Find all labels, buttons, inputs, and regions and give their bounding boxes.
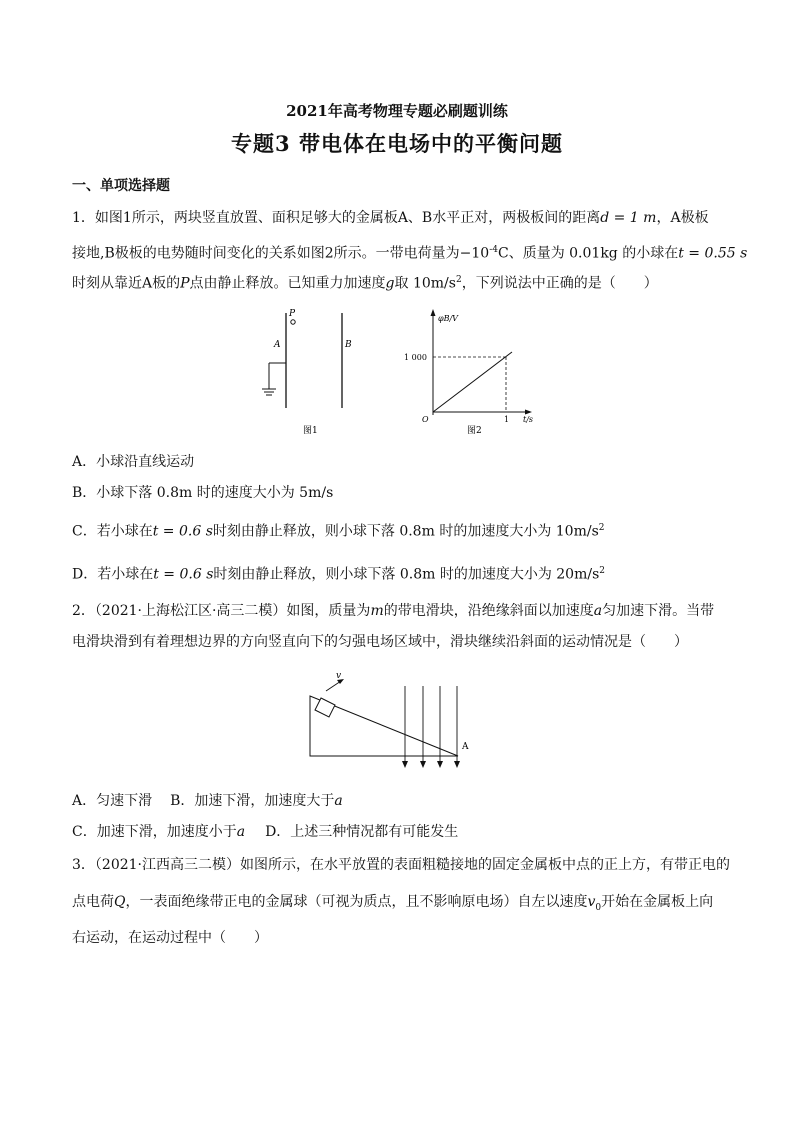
q1-option-a: A．小球沿直线运动 — [72, 454, 195, 470]
q1-line-1: 1．如图1所示，两块竖直放置、面积足够大的金属板A、B水平正对，两极板间的距离d = 1 m，A极板 — [72, 210, 709, 226]
slider-block — [315, 698, 335, 717]
label-p: P — [289, 309, 296, 319]
label-v: v — [336, 671, 342, 681]
time-formula: t = 0.55 s — [678, 245, 748, 262]
q2-option-a: A．匀速下滑 — [72, 793, 153, 809]
q1-option-b: B．小球下落 0.8m 时的速度大小为 5m/s — [72, 485, 334, 501]
figure-incline — [300, 668, 490, 776]
q2-line-1: 2．（2021·上海松江区·高三二模）如图，质量为m的带电滑块，沿绝缘斜面以加速度a匀加速下滑。当带 — [72, 603, 715, 619]
q1-line-2: 接地,B极板的电势随时间变化的关系如图2所示。一带电荷量为$-10^{-4}C$、质量为 0.01kg 的小球在t = 0.55 s — [72, 245, 748, 262]
q3-line-3: 右运动，在运动过程中（ ） — [72, 930, 268, 946]
y-tick-label: 1 000 — [404, 353, 427, 362]
figure-1-caption: 图1 — [303, 426, 318, 436]
q1-option-d: D．若小球在t = 0.6 s时刻由静止释放，则小球下落 0.8m 时的加速度大小为 $20m/s^2$ — [72, 566, 606, 583]
q1-option-c: C．若小球在t = 0.6 s时刻由静止释放，则小球下落 0.8m 时的加速度大小为 $10m/s^2$ — [72, 523, 605, 540]
section-heading: 一、单项选择题 — [72, 178, 170, 194]
point-p-marker — [291, 320, 295, 324]
x-axis-arrow — [525, 410, 532, 415]
q2-options-row-1: A．匀速下滑 B．加速下滑，加速度大于a — [72, 793, 343, 809]
q3-line-2: 点电荷Q，一表面绝缘带正电的金属球（可视为质点，且不影响原电场）自左以速度$v_0$开始在金属板上向 — [72, 894, 714, 913]
figure-2-graph — [400, 305, 540, 440]
q2-option-b: B．加速下滑，加速度大于 — [170, 793, 335, 809]
y-axis-arrow — [431, 309, 436, 316]
potential-line — [433, 352, 512, 412]
label-point-a: A — [462, 742, 469, 752]
label-a: A — [274, 340, 281, 350]
x-tick-label: 1 — [504, 415, 510, 424]
q2-line-2: 电滑块滑到有着理想边界的方向竖直向下的匀强电场区域中，滑块继续沿斜面的运动情况是（ ） — [72, 634, 688, 650]
y-axis-label: φB/V — [438, 314, 458, 323]
x-axis-label: t/s — [523, 415, 534, 424]
q3-line-1: 3．（2021·江西高三二模）如图所示，在水平放置的表面粗糙接地的固定金属板中点的正上方，有带正电的 — [72, 857, 730, 873]
velocity-arrow — [326, 681, 341, 691]
q2-options-row-2: C．加速下滑，加速度小于a D．上述三种情况都有可能发生 — [72, 824, 459, 840]
q2-option-c: C．加速下滑，加速度小于 — [72, 824, 237, 840]
page-title: 专题3 带电体在电场中的平衡问题 — [231, 131, 563, 156]
q2-option-d: D．上述三种情况都有可能发生 — [265, 824, 459, 840]
ground-icon — [262, 363, 286, 395]
page-subtitle: 2021年高考物理专题必刷题训练 — [286, 102, 508, 120]
figure-1-capacitor — [255, 305, 365, 440]
figure-2-caption: 图2 — [467, 426, 482, 436]
distance-formula: d = 1 m — [600, 210, 657, 226]
label-b: B — [345, 340, 352, 350]
origin-label: O — [422, 415, 429, 424]
q1-line-3: 时刻从靠近A板的P点由静止释放。已知重力加速度g取 $10m/s^2$，下列说法中正确的是（ ） — [72, 275, 658, 292]
